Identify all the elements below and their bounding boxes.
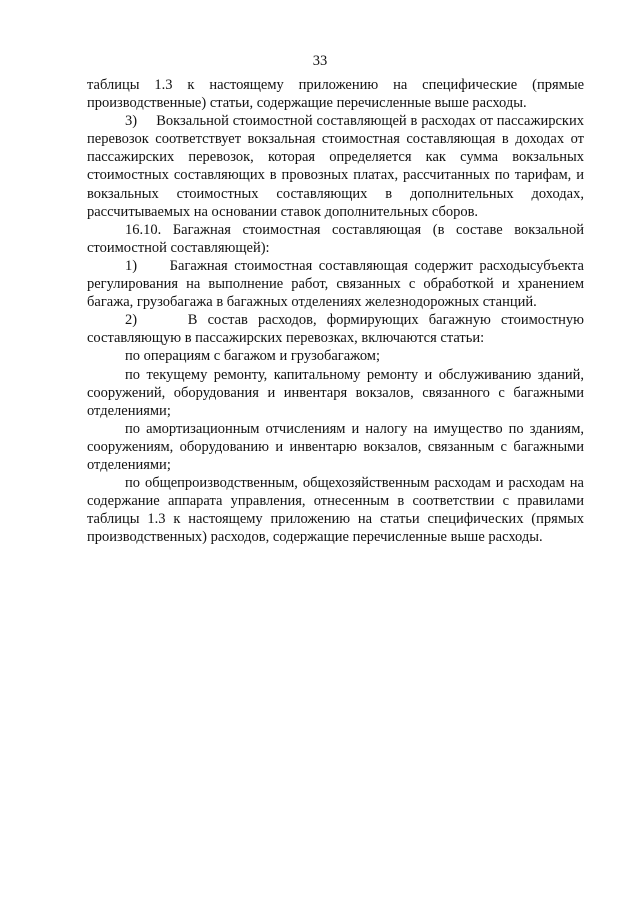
document-body (87, 76, 584, 546)
page-number: 33 (312, 53, 328, 69)
paragraph-continuation: таблицы 1.3 к настоящему приложению на специфические (прямые производственные) статьи, содержащие перечисленные выше расходы. (87, 77, 584, 112)
list-item-overhead-expenses: по общепроизводственным, общехозяйственным расходам и расходам на содержание аппарата управления, отнесенным в соответствии с правилами таблицы 1.3 к настоящему приложению на статьи специфических (прямых производственных) расходов, содержащие перечисленные выше расходы. (87, 475, 584, 546)
list-item-depreciation-tax: по амортизационным отчислениям и налогу на имущество по зданиям, сооружениям, оборудованию и инвентарю вокзалов, связанным с багажными отделениями; (87, 420, 584, 473)
list-item-baggage-operations: по операциям с багажом и грузобагажом; (125, 348, 381, 365)
paragraph-item-2: 2) В состав расходов, формирующих багажную стоимостную составляющую в пассажирских перевозках, включаются статьи: (87, 312, 584, 347)
paragraph-section-16-10: 16.10. Багажная стоимостная составляющая (в составе вокзальной стоимостной составляющей): (87, 221, 584, 256)
list-item-repair-maintenance: по текущему ремонту, капитальному ремонту и обслуживанию зданий, сооружений, оборудования и инвентаря вокзалов, связанного с багажными отделениями; (87, 366, 584, 419)
paragraph-item-3: 3) Вокзальной стоимостной составляющей в расходах от пассажирских перевозок соответствует вокзальная стоимостная составляющая в доходах от пассажирских перевозок, которая определяется как сумма вокзальных стоимостных составляющих в провозных платах, рассчитанных по тарифам, и вокзальных стоимостных составляющих в дополнительных доходах, рассчитываемых на основании ставок дополнительных сборов. (87, 113, 584, 220)
paragraph-item-1: 1) Багажная стоимостная составляющая содержит расходысубъекта регулирования на выполнение работ, связанных с обработкой и хранением багажа, грузобагажа в багажных отделениях железнодорожных станций. (87, 257, 584, 311)
